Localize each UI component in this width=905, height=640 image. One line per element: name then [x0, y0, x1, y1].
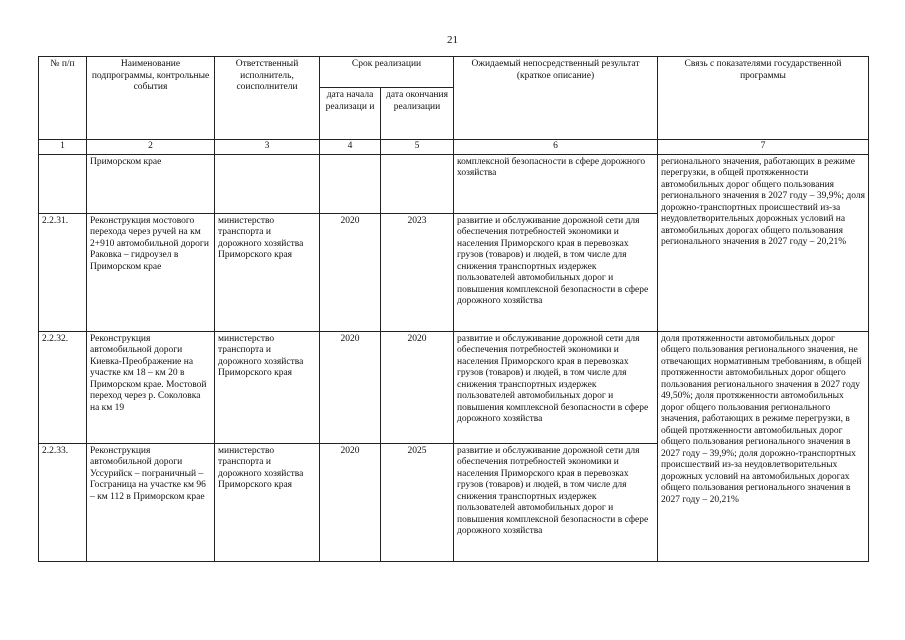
- row-result: развитие и обслуживание дорожной сети для обеспечения потребностей экономики и населения Приморского края в перевозках грузов (товаров) и людей, в том числе для снижения транспортных издержек пользователей автомобильных дорог и повышения комплексной безопасности в сфере дорожного хозяйства: [454, 443, 658, 561]
- program-table: [38, 56, 869, 562]
- row-responsible: министерство транспорта и дорожного хозяйства Приморского края: [215, 331, 320, 443]
- row-start: 2020: [320, 331, 381, 443]
- row-result: развитие и обслуживание дорожной сети для обеспечения потребностей экономики и населения Приморского края в перевозках грузов (товаров) и людей, в том числе для снижения транспортных издержек пользователей автомобильных дорог и повышения комплексной безопасности в сфере дорожного хозяйства: [454, 331, 658, 443]
- header-period: Срок реализации: [320, 57, 454, 88]
- col-number: 6: [454, 140, 658, 155]
- row-responsible: министерство транспорта и дорожного хозяйства Приморского края: [215, 443, 320, 561]
- row-name: Приморском крае: [87, 154, 215, 213]
- table-row: [39, 154, 869, 213]
- row-link-bottom: доля протяженности автомобильных дорог общего пользования регионального значения, не отвечающих нормативным требованиям, в общей протяженности автомобильных дорог общего пользования регионального значения в 2027 году 49,50%; доля протяженности автомобильных дорог общего пользования регионального значения, работающих в режиме перегрузки, в общей протяженности автомобильных дорог общего пользования регионального значения в 2027 году – 39,9%; доля дорожно-транспортных происшествий из-за неудовлетворительных дорожных условий на автомобильных дорогах общего пользования регионального значения в 2027 году – 20,21%: [658, 331, 869, 561]
- row-name: Реконструкция автомобильной дороги Киевка-Преображение на участке км 18 – км 20 в Приморском крае. Мостовой переход через р. Соколовка на км 19: [87, 331, 215, 443]
- header-num: № п/п: [39, 57, 87, 140]
- row-result: развитие и обслуживание дорожной сети для обеспечения потребностей экономики и населения Приморского края в перевозках грузов (товаров) и людей, в том числе для снижения транспортных издержек пользователей автомобильных дорог и повышения комплексной безопасности в сфере дорожного хозяйства: [454, 213, 658, 331]
- col-number: 7: [658, 140, 869, 155]
- row-num: 2.2.33.: [39, 443, 87, 561]
- row-responsible: министерство транспорта и дорожного хозяйства Приморского края: [215, 213, 320, 331]
- row-responsible: [215, 154, 320, 213]
- column-number-row: [39, 140, 869, 155]
- row-start: 2020: [320, 443, 381, 561]
- header-row-1: [39, 57, 869, 88]
- row-end: 2023: [381, 213, 454, 331]
- row-num: 2.2.31.: [39, 213, 87, 331]
- row-num: [39, 154, 87, 213]
- header-result: Ожидаемый непосредственный результат (краткое описание): [454, 57, 658, 140]
- header-responsible: Ответственный исполнитель, соисполнители: [215, 57, 320, 140]
- row-start: 2020: [320, 213, 381, 331]
- row-result: комплексной безопасности в сфере дорожного хозяйства: [454, 154, 658, 213]
- row-num: 2.2.32.: [39, 331, 87, 443]
- header-start-date: дата начала реализаци и: [320, 88, 381, 140]
- header-link: Связь с показателями государственной программы: [658, 57, 869, 140]
- row-name: Реконструкция мостового перехода через ручей на км 2+910 автомобильной дороги Раковка – гидроузел в Приморском крае: [87, 213, 215, 331]
- col-number: 5: [381, 140, 454, 155]
- table-row: [39, 331, 869, 443]
- col-number: 4: [320, 140, 381, 155]
- page-number: 21: [447, 34, 458, 46]
- row-link-top: регионального значения, работающих в режиме перегрузки, в общей протяженности автомобильных дорог общего пользования регионального значения в 2027 году – 39,9%; доля дорожно-транспортных происшествий из-за неудовлетворительных дорожных условий на автомобильных дорогах общего пользования регионального значения в 2027 году – 20,21%: [658, 154, 869, 331]
- header-end-date: дата окончания реализации: [381, 88, 454, 140]
- col-number: 3: [215, 140, 320, 155]
- row-start: [320, 154, 381, 213]
- header-name: Наименование подпрограммы, контрольные события: [87, 57, 215, 140]
- col-number: 2: [87, 140, 215, 155]
- row-end: 2020: [381, 331, 454, 443]
- row-end: [381, 154, 454, 213]
- row-name: Реконструкция автомобильной дороги Уссурийск – пограничный – Госграница на участке км 96 – км 112 в Приморском крае: [87, 443, 215, 561]
- col-number: 1: [39, 140, 87, 155]
- row-end: 2025: [381, 443, 454, 561]
